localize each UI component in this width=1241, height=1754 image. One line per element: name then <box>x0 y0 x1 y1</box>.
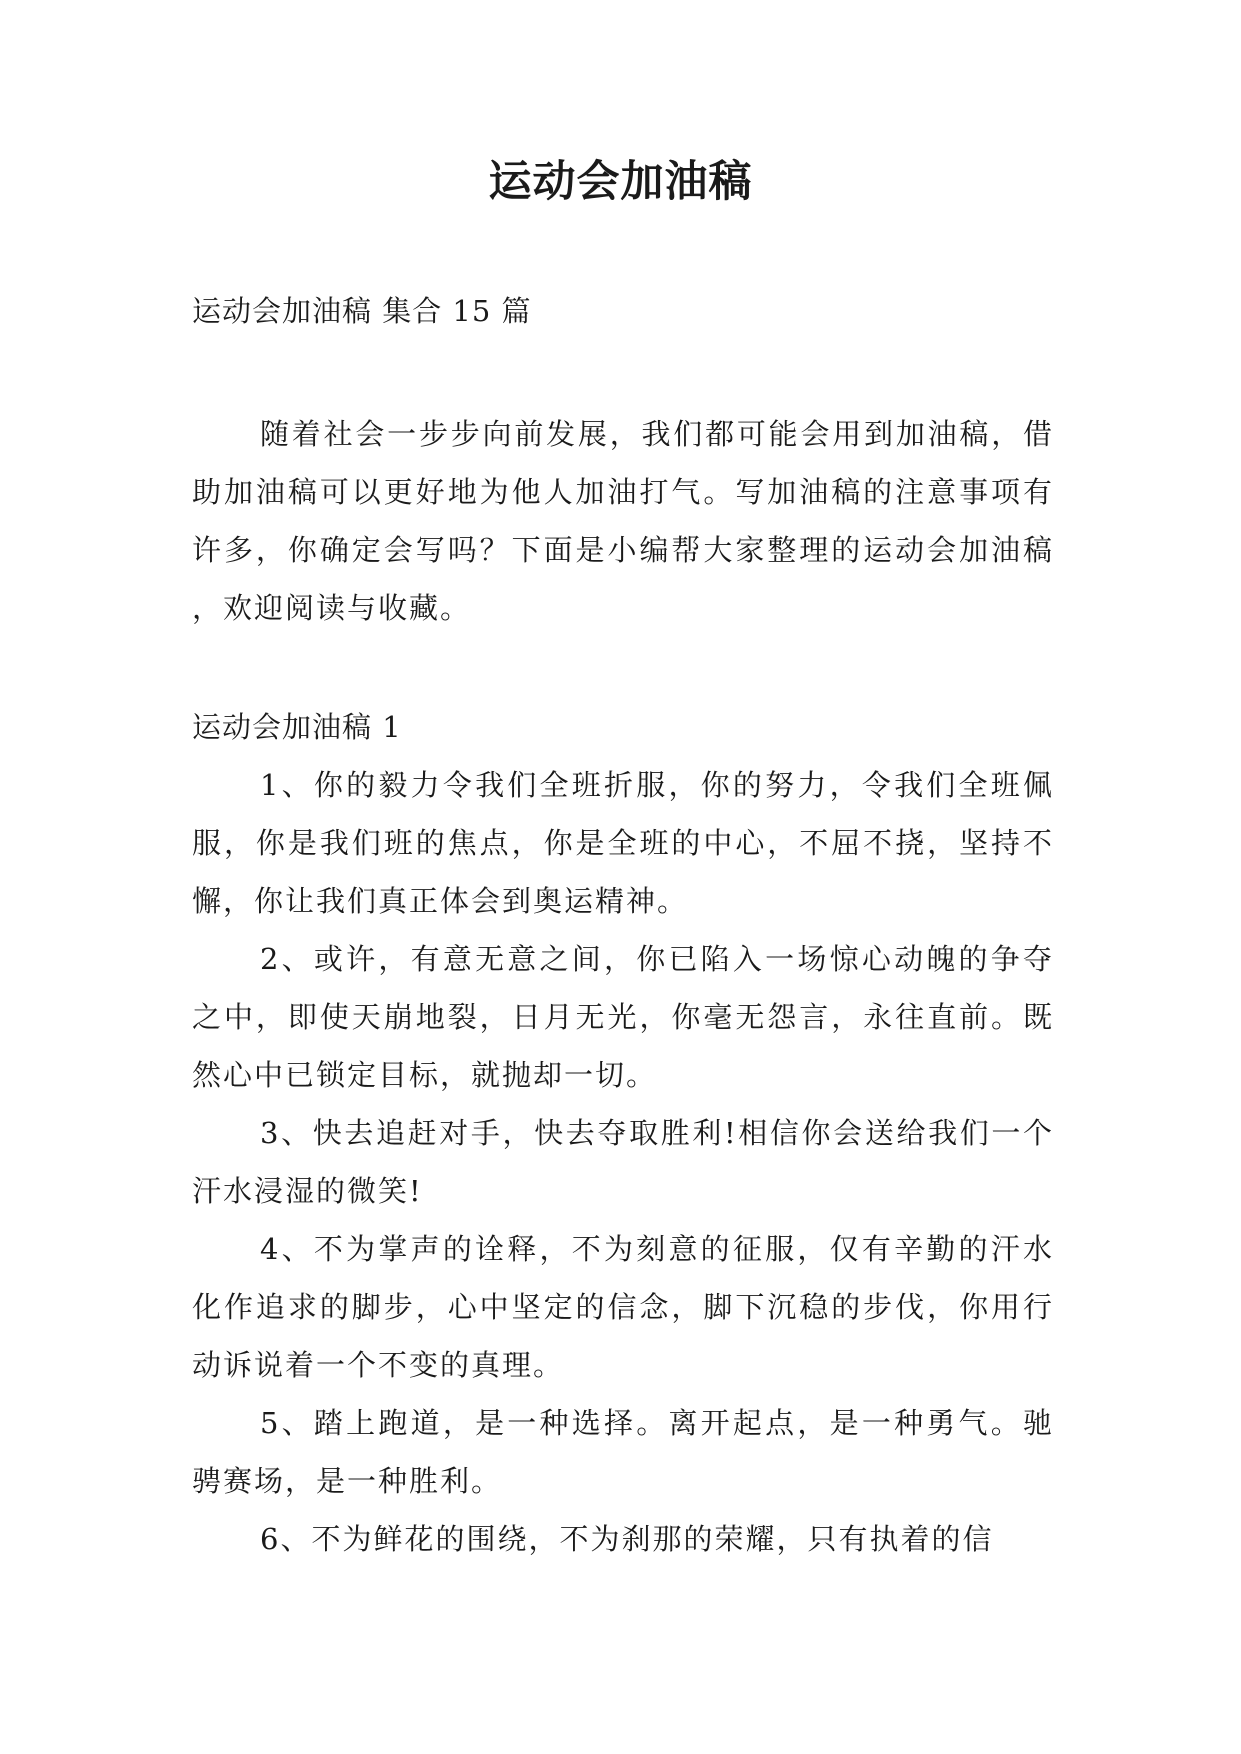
list-item-4: 4、不为掌声的诠释，不为刻意的征服，仅有辛勤的汗水化作追求的脚步，心中坚定的信念，脚下沉稳的步伐，你用行动诉说着一个不变的真理。 <box>192 1232 1054 1382</box>
list-item-5: 5、踏上跑道，是一种选择。离开起点，是一种勇气。驰骋赛场，是一种胜利。 <box>192 1406 1054 1498</box>
intro-paragraph: 随着社会一步步向前发展，我们都可能会用到加油稿，借助加油稿可以更好地为他人加油打气。写加油稿的注意事项有许多，你确定会写吗？下面是小编帮大家整理的运动会加油稿 ，欢迎阅读与收藏。 <box>192 417 1054 625</box>
section-heading: 运动会加油稿 1 <box>192 710 402 744</box>
page-title: 运动会加油稿 <box>488 157 753 207</box>
list-item-1: 1、你的毅力令我们全班折服，你的努力，令我们全班佩服，你是我们班的焦点，你是全班的中心，不屈不挠，坚持不懈，你让我们真正体会到奥运精神。 <box>192 768 1054 918</box>
section-1 <box>192 698 1054 1568</box>
list-item-2: 2、或许，有意无意之间，你已陷入一场惊心动魄的争夺之中，即使天崩地裂，日月无光，你毫无怨言，永往直前。既然心中已锁定目标，就抛却一切。 <box>192 942 1054 1092</box>
document-subtitle: 运动会加油稿 集合 15 篇 <box>192 294 532 328</box>
list-item-6: 6、不为鲜花的围绕，不为刹那的荣耀，只有执着的信 <box>260 1522 994 1556</box>
list-item-3: 3、快去追赶对手，快去夺取胜利!相信你会送给我们一个汗水浸湿的微笑! <box>192 1116 1054 1208</box>
